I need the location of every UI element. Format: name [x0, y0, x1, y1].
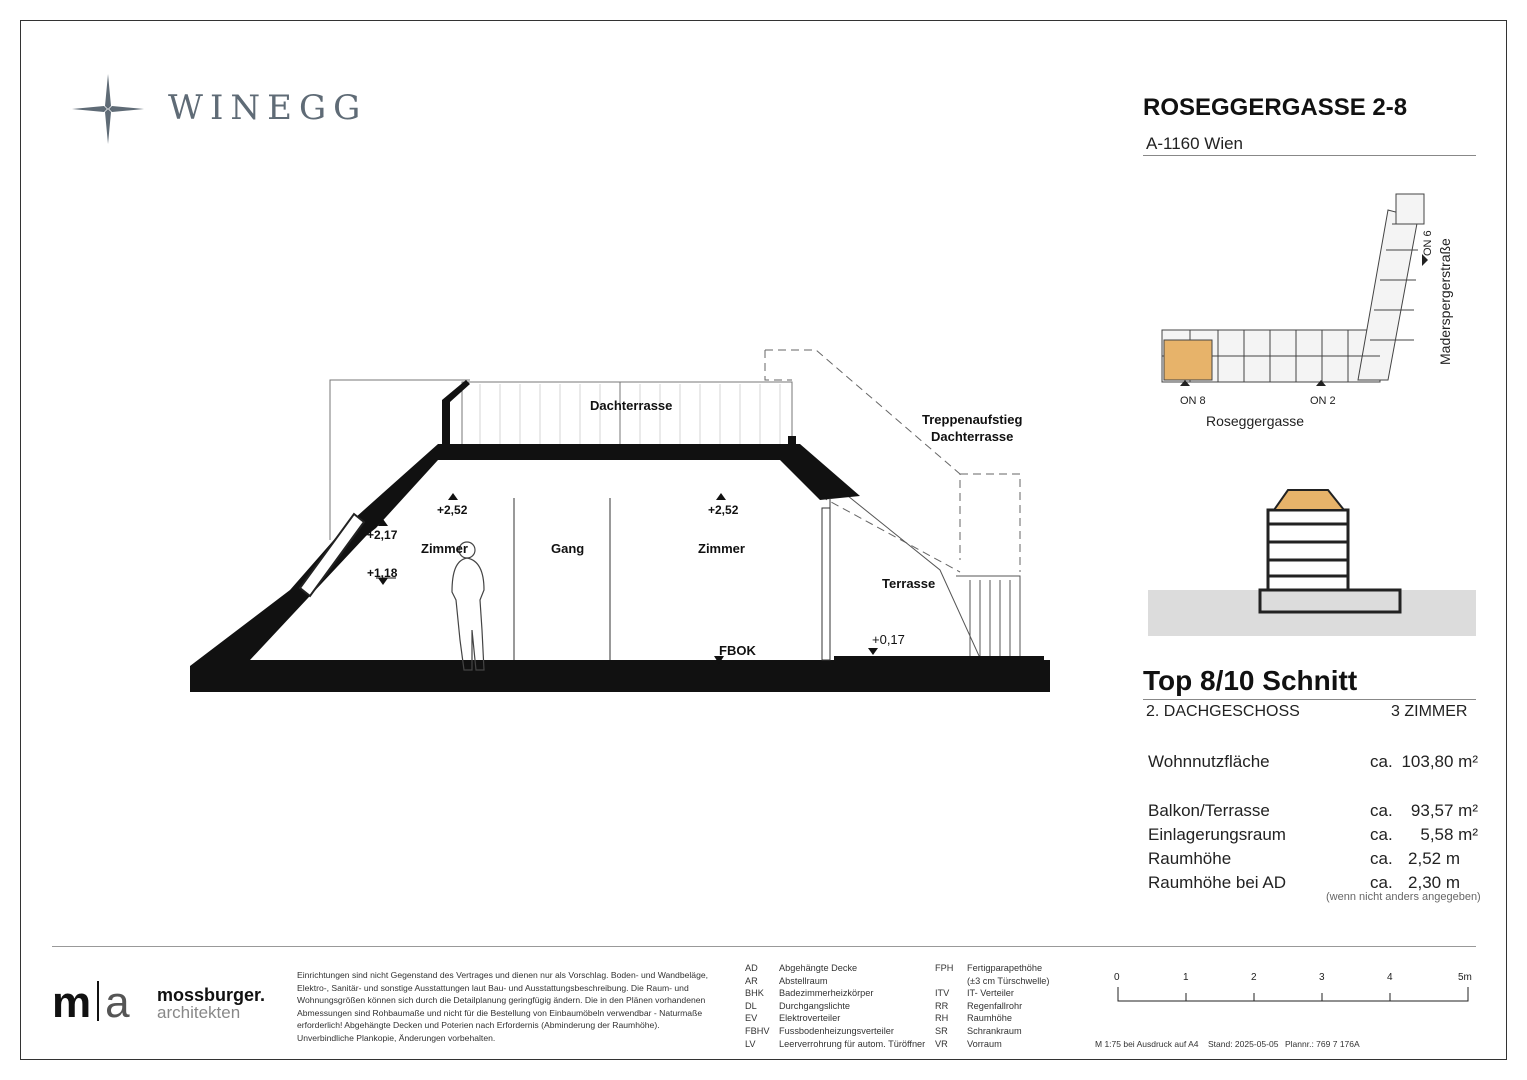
unit-rooms: 3 ZIMMER — [1391, 703, 1468, 720]
abbr-code: AR — [745, 975, 758, 986]
street-roseggergasse: Roseggergasse — [1206, 413, 1305, 429]
abbr-text: Abstellraum — [779, 975, 828, 986]
label-treppe-dachterrasse: Dachterrasse — [931, 429, 1014, 444]
scale-tick-3: 3 — [1319, 972, 1325, 983]
area-prefix: ca. — [1370, 801, 1393, 820]
abbr-text: Abgehängte Decke — [779, 963, 858, 973]
scale-bar — [1110, 985, 1476, 1007]
disclaimer-text: Einrichtungen sind nicht Gegenstand des Vertrages und dienen nur als Vorschlag. Boden- und Wandbeläge, Elektro-, Sanitär- und sonstige Ausstattungen laut Bau- und Ausstattungsbeschreibung. Die Raum- und Wohnungsgrößen können sich durch die Detailplanung geringfügig ändern. Die in den Plänen vorhandenen Abmessungen sind Rohbaumaße und nicht für die Bestellung von Einbaumöbeln verwendbar - Naturmaße erforderlich! Abgehängte Decken und Poterien nach Erfordernis (Abminderung der Raumhöhe). Unverbindliche Plankopie, Änderungen vorbehalten. — [297, 970, 709, 1043]
abbr-text: Vorraum — [967, 1038, 1002, 1049]
unit-divider — [1143, 699, 1476, 700]
abbr-text: Durchgangslichte — [779, 1000, 850, 1011]
abbr-code: EV — [745, 1013, 758, 1024]
level-ceiling-1: +2,52 — [437, 503, 468, 517]
abbr-text: Regenfallrohr — [967, 1000, 1023, 1011]
entrance-on2: ON 2 — [1310, 395, 1336, 407]
abbr-code: FPH — [935, 963, 954, 973]
architect-mark-left: m — [52, 978, 92, 1027]
unit-title: Top 8/10 Schnitt — [1143, 665, 1358, 696]
level-terrace: +0,17 — [872, 632, 905, 647]
abbr-list-right — [935, 962, 1049, 1050]
area-value: 2,30 m — [1408, 873, 1460, 892]
key-plan-map — [1160, 190, 1430, 390]
label-dachterrasse: Dachterrasse — [590, 398, 673, 413]
abbr-code: FBHV — [745, 1025, 770, 1036]
abbr-code: AD — [745, 963, 758, 973]
architect-mark-right: a — [105, 978, 130, 1027]
abbr-code: BHK — [745, 988, 764, 999]
footer-divider — [52, 946, 1476, 947]
architect-name: mossburger. — [157, 985, 266, 1005]
area-label: Raumhöhe — [1148, 849, 1232, 868]
area-value: 93,57 m² — [1410, 801, 1478, 820]
architect-mark — [52, 978, 130, 1028]
area-value: 2,52 m — [1408, 849, 1460, 868]
architect-mark-divider — [97, 981, 99, 1021]
abbr-code: RR — [935, 1000, 949, 1011]
highlighted-unit — [1164, 340, 1212, 380]
abbr-text: Fertigparapethöhe — [967, 963, 1043, 973]
area-label: Wohnnutzfläche — [1148, 752, 1270, 771]
label-fbok: FBOK — [719, 643, 756, 658]
entrance-on6: ON 6 — [1422, 230, 1434, 256]
scale-tick-2: 2 — [1251, 972, 1257, 983]
person-silhouette-icon — [452, 542, 484, 670]
area-label: Balkon/Terrasse — [1148, 801, 1270, 820]
abbr-text: (±3 cm Türschwelle) — [967, 975, 1050, 986]
abbr-text: Badezimmerheizkörper — [779, 988, 874, 999]
area-label: Einlagerungsraum — [1148, 825, 1286, 844]
abbr-code: DL — [745, 1000, 757, 1011]
scale-tick-1: 1 — [1183, 972, 1189, 983]
room-zimmer-1: Zimmer — [421, 541, 468, 556]
level-ceiling-2: +2,52 — [708, 503, 739, 517]
area-prefix: ca. — [1370, 873, 1393, 892]
abbr-code: VR — [935, 1038, 948, 1049]
area-value: 103,80 m² — [1401, 752, 1478, 771]
project-city: A-1160 Wien — [1146, 134, 1244, 153]
compass-star-icon — [72, 74, 144, 144]
project-address: ROSEGGERGASSE 2-8 — [1143, 94, 1408, 121]
abbr-code: SR — [935, 1025, 948, 1036]
room-gang: Gang — [551, 541, 585, 556]
room-terrasse: Terrasse — [882, 576, 936, 591]
unit-floor: 2. DACHGESCHOSS — [1146, 703, 1300, 720]
area-value: 5,58 m² — [1420, 825, 1478, 844]
header-divider — [1143, 155, 1476, 156]
abbr-text: Elektroverteiler — [779, 1013, 841, 1024]
street-maderspergerstrasse: Maderspergerstraße — [1437, 238, 1453, 365]
abbr-code: LV — [745, 1038, 756, 1049]
footer-date: Stand: 2025-05-05 — [1208, 1039, 1279, 1049]
area-label: Raumhöhe bei AD — [1148, 873, 1286, 892]
abbr-text: IT- Verteiler — [967, 988, 1014, 999]
scale-tick-5: 5m — [1458, 972, 1472, 983]
room-zimmer-2: Zimmer — [698, 541, 745, 556]
scale-tick-4: 4 — [1387, 972, 1393, 983]
abbr-list-left — [745, 962, 925, 1050]
abbr-text: Schrankraum — [967, 1025, 1022, 1036]
footer-plan-number: Plannr.: 769 7 176A — [1285, 1039, 1360, 1049]
abbr-text: Leerverrohrung für autom. Türöffner — [779, 1038, 926, 1049]
abbr-code: RH — [935, 1013, 949, 1024]
area-prefix: ca. — [1370, 849, 1393, 868]
label-treppenaufstieg: Treppenaufstieg — [922, 412, 1023, 427]
level-knee-top: +2,17 — [367, 528, 398, 542]
area-prefix: ca. — [1370, 752, 1393, 771]
area-row-einlagerung — [1148, 825, 1478, 847]
area-prefix: ca. — [1370, 825, 1393, 844]
architect-sub: architekten — [157, 1003, 241, 1022]
section-thumbnail — [1148, 480, 1476, 638]
area-row-raumhoehe — [1148, 849, 1478, 871]
abbr-code: ITV — [935, 988, 950, 999]
abbr-text: Fussbodenheizungsverteiler — [779, 1025, 894, 1036]
level-knee-bottom: +1,18 — [367, 566, 398, 580]
footer-scale-note: M 1:75 bei Ausdruck auf A4 — [1095, 1039, 1199, 1049]
abbr-text: Raumhöhe — [967, 1013, 1012, 1024]
entrance-on8: ON 8 — [1180, 395, 1206, 407]
area-row-balkon — [1148, 801, 1478, 823]
section-drawing — [180, 340, 1060, 700]
area-row-wohnnutzflaeche — [1148, 752, 1478, 774]
brand-logo-text: WINEGG — [168, 88, 368, 128]
scale-tick-0: 0 — [1114, 972, 1120, 983]
area-note: (wenn nicht anders angegeben) — [1326, 891, 1481, 903]
